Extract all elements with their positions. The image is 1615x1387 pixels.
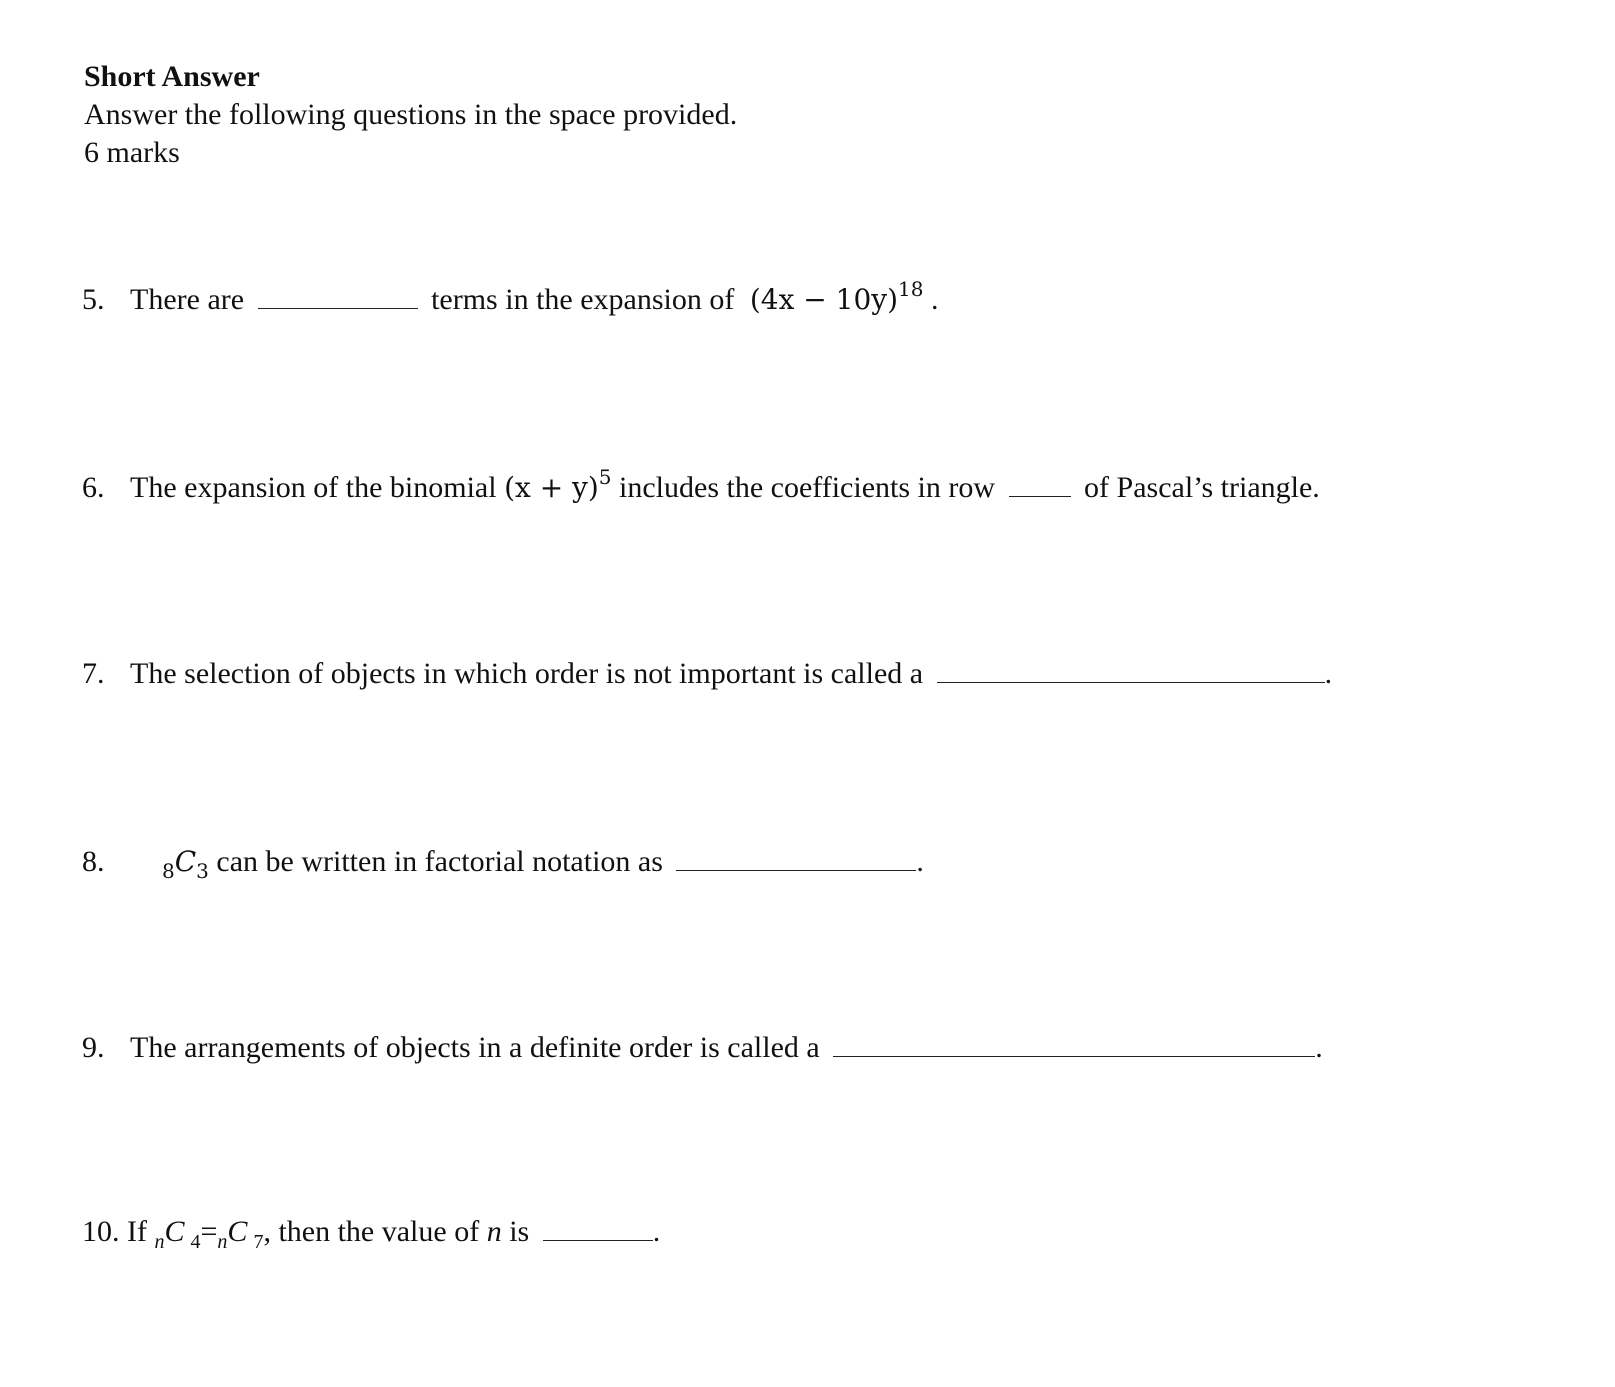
question-text: The expansion of the binomial — [130, 471, 497, 504]
question-text: There are — [130, 283, 245, 316]
question-number: 5. — [82, 283, 105, 316]
section-header — [84, 58, 737, 172]
question-text: is — [509, 1215, 530, 1248]
period: . — [1324, 657, 1333, 690]
period: . — [930, 283, 939, 316]
math-expression — [749, 277, 924, 316]
question-text: terms in the expansion of — [431, 283, 735, 316]
section-marks: 6 marks — [84, 136, 180, 169]
answer-blank[interactable] — [543, 1214, 653, 1241]
math-subscript: 8 — [162, 859, 175, 883]
question-text: The selection of objects in which order is not important is called a — [130, 657, 924, 690]
section-title: Short Answer — [84, 60, 260, 93]
answer-blank[interactable] — [1009, 470, 1071, 497]
question-number: 10. — [82, 1215, 120, 1248]
question-text: can be written in factorial notation as — [216, 845, 663, 878]
math-variable: n — [486, 1215, 502, 1248]
question-number: 8. — [82, 845, 105, 878]
period: . — [652, 1215, 661, 1248]
question-10 — [82, 1212, 660, 1252]
question-text: includes the coefficients in row — [619, 471, 996, 504]
combination-notation — [162, 845, 209, 883]
answer-blank[interactable] — [833, 1030, 1315, 1057]
question-5 — [82, 277, 939, 320]
math-letter: C — [164, 1215, 185, 1248]
question-7 — [82, 654, 1332, 694]
equals-sign: = — [200, 1215, 218, 1248]
math-subscript: 4 — [190, 1231, 201, 1253]
math-base: (x + y) — [504, 471, 599, 504]
question-number: 6. — [82, 471, 105, 504]
question-8 — [82, 842, 924, 882]
question-6 — [82, 465, 1320, 508]
answer-blank[interactable] — [937, 656, 1325, 683]
question-text: The arrangements of objects in a definite order is called a — [130, 1031, 820, 1064]
math-expression — [504, 465, 612, 504]
combination-notation — [217, 1215, 264, 1253]
math-exponent: 5 — [598, 465, 612, 489]
math-exponent: 18 — [898, 277, 924, 301]
question-text: If — [127, 1215, 147, 1248]
question-text: of Pascal’s triangle. — [1084, 471, 1320, 504]
question-text: , then the value of — [263, 1215, 480, 1248]
math-letter: C — [174, 845, 197, 878]
section-instructions: Answer the following questions in the space provided. — [84, 98, 738, 131]
math-subscript: 7 — [253, 1231, 264, 1253]
question-number: 9. — [82, 1031, 105, 1064]
math-letter: C — [227, 1215, 248, 1248]
math-subscript: 3 — [196, 859, 209, 883]
question-number: 7. — [82, 657, 105, 690]
period: . — [1315, 1031, 1323, 1064]
math-base: (4x − 10y) — [749, 283, 899, 316]
math-subscript: n — [154, 1231, 165, 1253]
answer-blank[interactable] — [258, 282, 418, 309]
math-subscript: n — [217, 1231, 228, 1253]
question-9 — [82, 1028, 1323, 1068]
combination-notation — [154, 1215, 201, 1253]
answer-blank[interactable] — [676, 844, 916, 871]
period: . — [916, 845, 924, 878]
